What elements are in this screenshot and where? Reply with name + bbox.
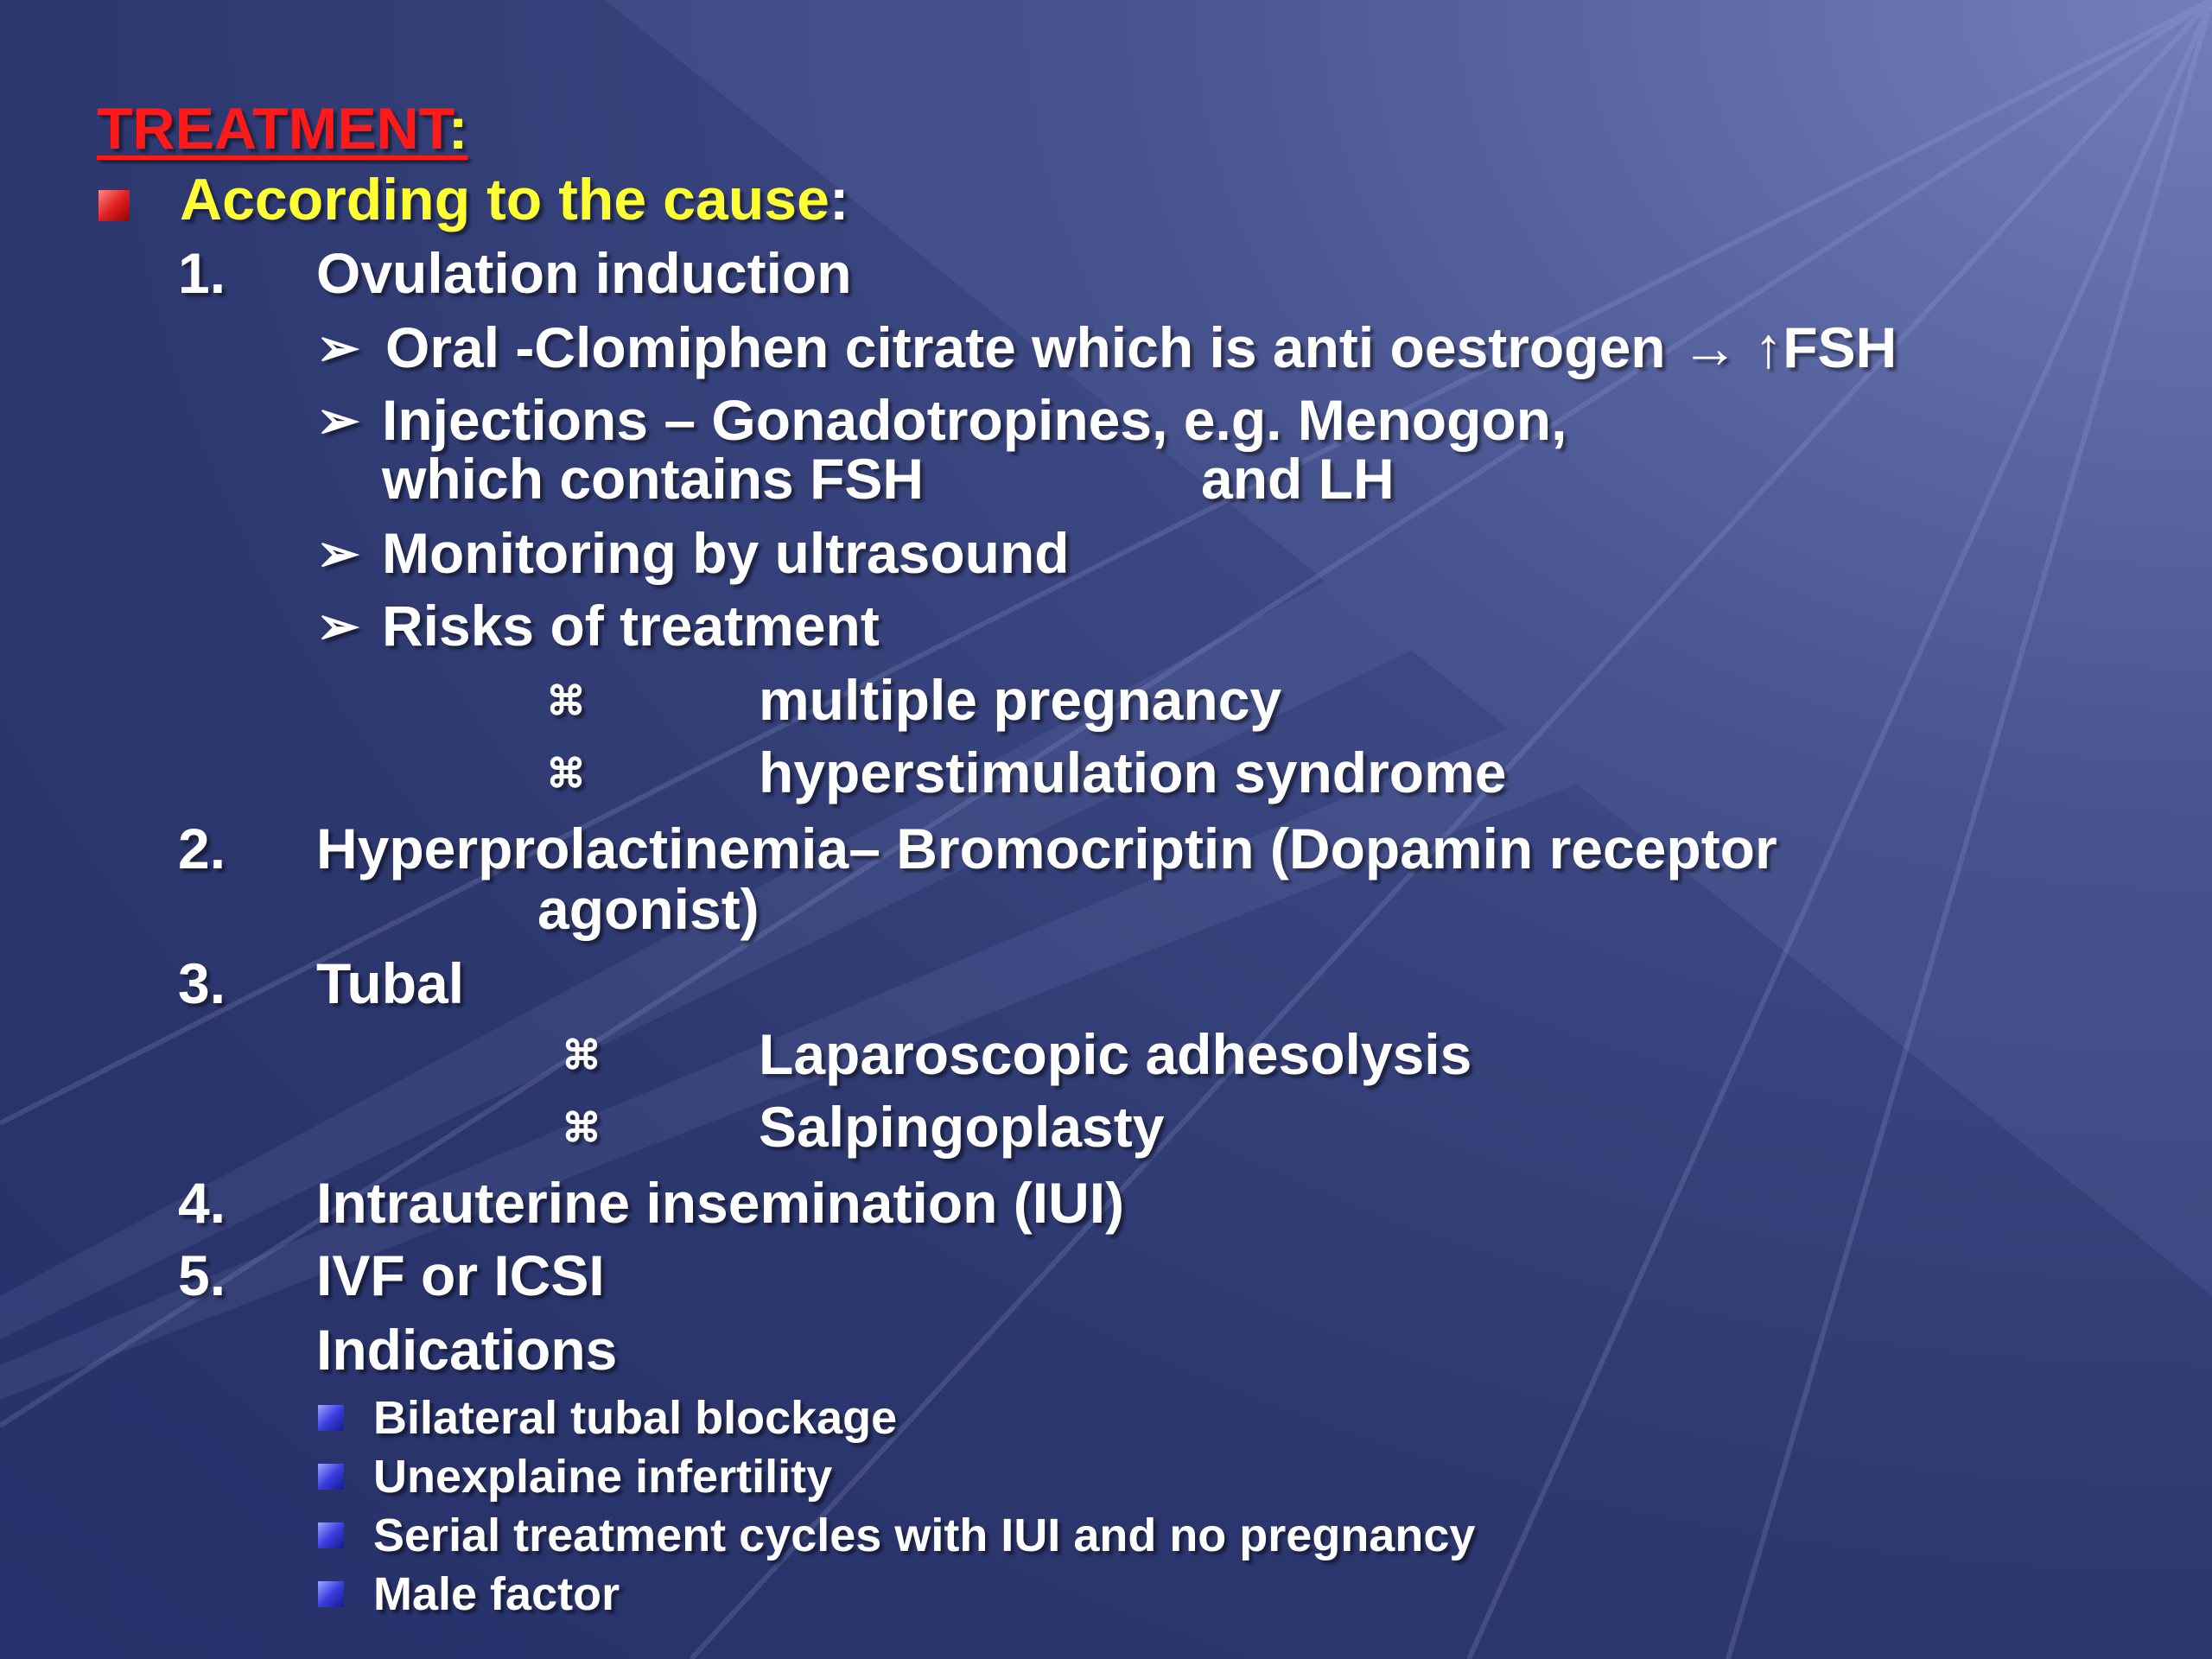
- sub-item-injections: Injections – Gonadotropines, e.g. Menogon,: [382, 388, 1567, 452]
- item-number-3: 3.: [178, 951, 226, 1015]
- item-number-5: 5.: [178, 1243, 226, 1307]
- tubal-item: Laparoscopic adhesolysis: [759, 1022, 1472, 1086]
- indication-item: Male factor: [373, 1568, 620, 1620]
- tubal-item: Salpingoplasty: [759, 1095, 1165, 1159]
- arrow-bullet-icon: ➢: [316, 597, 360, 655]
- blue-square-bullet-icon: [318, 1581, 344, 1607]
- title-text: TREATMENT: [97, 96, 448, 162]
- star-bullet-icon: ⌘: [562, 1033, 601, 1077]
- star-bullet-icon: ⌘: [546, 678, 586, 723]
- sub-item-monitoring: Monitoring by ultrasound: [382, 521, 1070, 585]
- indication-item: Unexplaine infertility: [373, 1451, 833, 1503]
- item-text-ovulation: Ovulation induction: [316, 241, 852, 305]
- indication-item: Serial treatment cycles with IUI and no pregnancy: [373, 1510, 1476, 1561]
- item-number-1: 1.: [178, 241, 226, 305]
- star-bullet-icon: ⌘: [546, 751, 586, 796]
- cause-heading: [180, 166, 849, 233]
- indication-item: Bilateral tubal blockage: [373, 1392, 898, 1444]
- item-text-tubal: Tubal: [316, 951, 465, 1015]
- risk-item: multiple pregnancy: [759, 668, 1282, 732]
- sub-item-injections-cont2: and LH: [1201, 447, 1395, 511]
- arrow-bullet-icon: ➢: [316, 524, 360, 582]
- risk-item: hyperstimulation syndrome: [759, 741, 1507, 804]
- item-text-hyperprolactinemia: Hyperprolactinemia– Bromocriptin (Dopamin receptor: [316, 817, 1777, 880]
- cause-text: According to the cause: [180, 167, 830, 232]
- item-number-4: 4.: [178, 1171, 226, 1235]
- slide-title: [97, 95, 467, 162]
- blue-square-bullet-icon: [318, 1405, 344, 1431]
- star-bullet-icon: ⌘: [562, 1105, 601, 1150]
- blue-square-bullet-icon: [318, 1522, 344, 1548]
- item-text-iui: Intrauterine insemination (IUI): [316, 1171, 1125, 1235]
- blue-square-bullet-icon: [318, 1464, 344, 1490]
- indications-heading: Indications: [316, 1318, 618, 1382]
- cause-colon: :: [829, 167, 849, 232]
- arrow-bullet-icon: ➢: [316, 319, 360, 377]
- sub-item-oral: Oral -Clomiphen citrate which is anti oestrogen → ↑FSH: [385, 315, 1897, 379]
- title-colon: :: [448, 96, 468, 162]
- item-text-hyperprolactinemia-cont: agonist): [537, 877, 760, 941]
- item-number-2: 2.: [178, 817, 226, 880]
- red-square-bullet-icon: [99, 190, 130, 221]
- item-text-ivf: IVF or ICSI: [316, 1243, 605, 1307]
- arrow-bullet-icon: ➢: [316, 391, 360, 449]
- sub-item-risks: Risks of treatment: [382, 594, 880, 658]
- sub-item-injections-cont: which contains FSH: [382, 447, 925, 511]
